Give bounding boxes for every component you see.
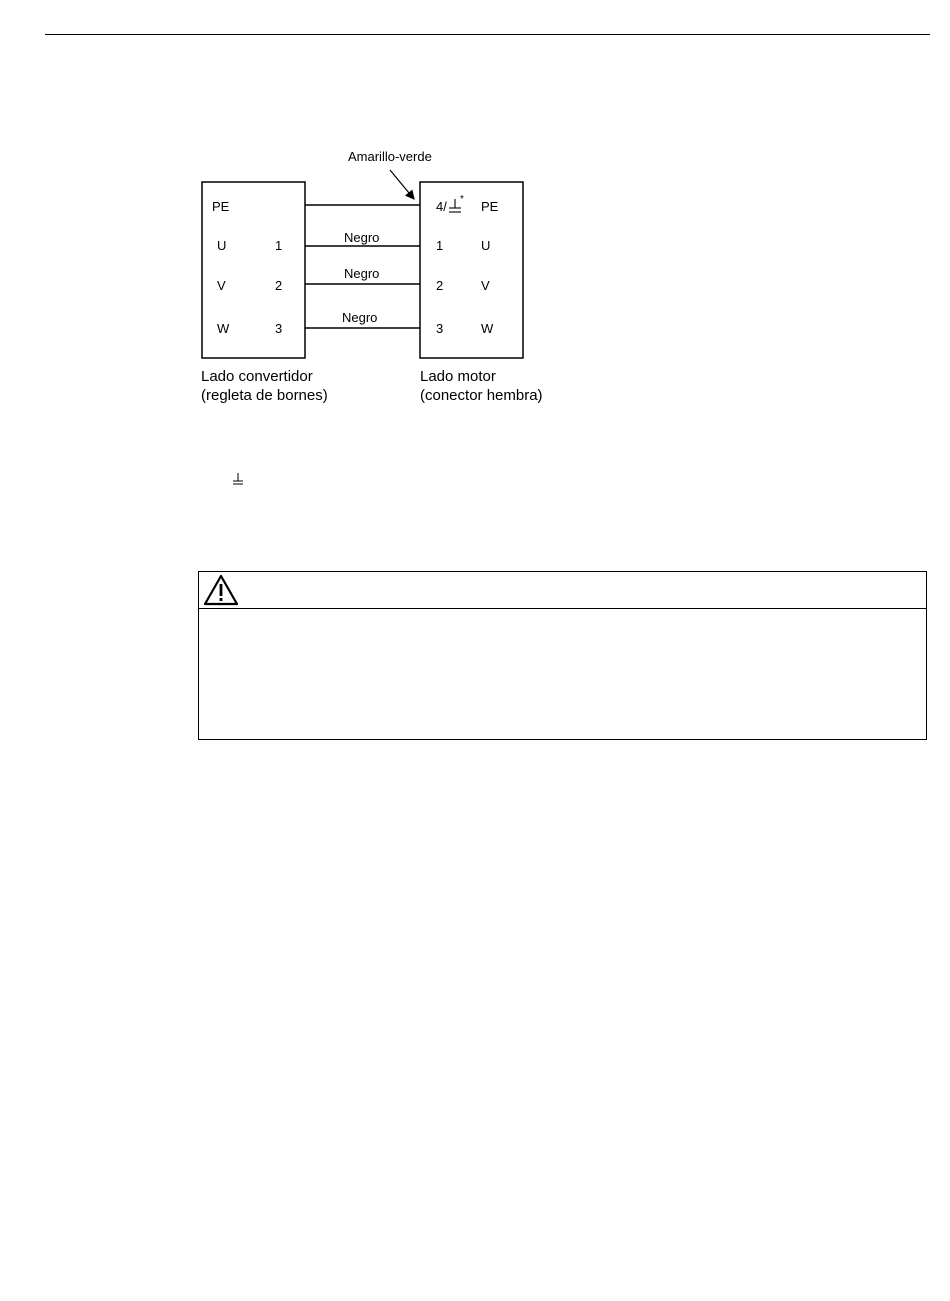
warning-box xyxy=(198,571,927,740)
motor-terminal-u-num: 1 xyxy=(436,238,444,253)
wiring-diagram xyxy=(0,0,950,420)
wire-label-u: Negro xyxy=(344,230,380,245)
wire-label-w: Negro xyxy=(342,310,378,325)
motor-terminal-w-num: 3 xyxy=(436,321,444,336)
motor-ground-terminal: 4/ xyxy=(436,199,447,214)
converter-terminal-w: W xyxy=(217,321,230,336)
converter-terminal-v: V xyxy=(217,278,226,293)
motor-caption-line2: (conector hembra) xyxy=(420,387,543,404)
converter-terminal-pe: PE xyxy=(212,199,230,214)
converter-terminal-u: U xyxy=(217,238,227,253)
motor-ground-asterisk: * xyxy=(460,194,464,205)
ground-symbol-icon xyxy=(226,468,250,492)
warning-body xyxy=(199,609,926,740)
converter-terminal-v-num: 2 xyxy=(275,278,283,293)
cable-arrow xyxy=(390,170,414,199)
warning-triangle-icon xyxy=(203,574,239,606)
converter-caption-line1: Lado convertidor xyxy=(201,368,313,385)
motor-terminal-pe: PE xyxy=(481,199,499,214)
motor-caption-line1: Lado motor xyxy=(420,368,496,385)
converter-caption-line2: (regleta de bornes) xyxy=(201,387,328,404)
motor-terminal-v-num: 2 xyxy=(436,278,444,293)
warning-header xyxy=(199,572,926,609)
converter-terminal-w-num: 3 xyxy=(275,321,283,336)
wire-label-v: Negro xyxy=(344,266,380,281)
cable-label: Amarillo-verde xyxy=(348,149,432,164)
motor-terminal-v: V xyxy=(481,278,490,293)
motor-terminal-u: U xyxy=(481,238,491,253)
motor-terminal-w: W xyxy=(481,321,494,336)
converter-terminal-u-num: 1 xyxy=(275,238,283,253)
